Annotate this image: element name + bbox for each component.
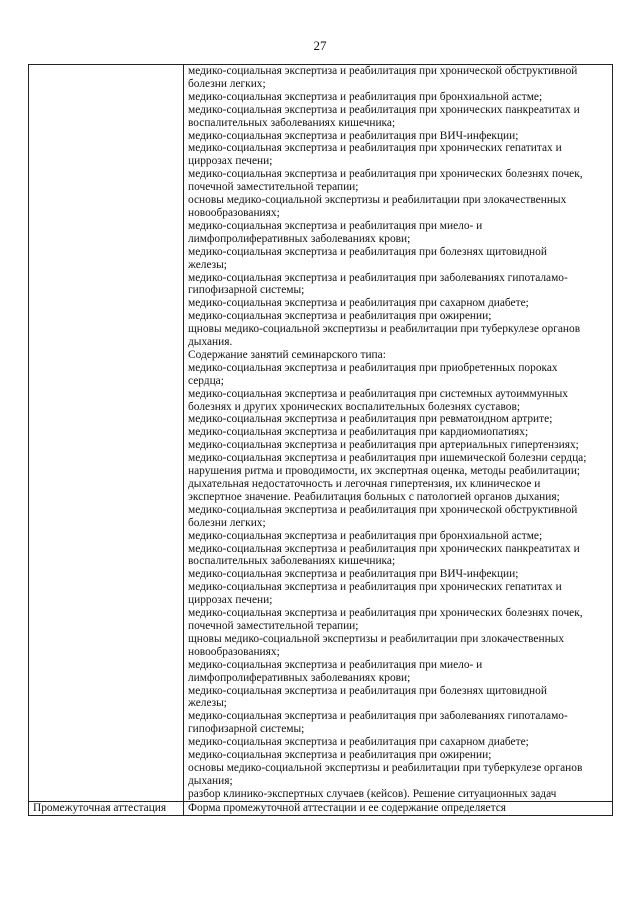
content-line: медико-социальная экспертиза и реабилитация при ВИЧ-инфекции; bbox=[188, 568, 519, 581]
content-line: медико-социальная экспертиза и реабилитация при хронической обструктивной bbox=[188, 503, 578, 516]
content-line: медико-социальная экспертиза и реабилитация при кардиомиопатиях; bbox=[188, 426, 529, 439]
content-line: медико-социальная экспертиза и реабилитация при заболеваниях гипоталамо- bbox=[188, 271, 568, 284]
content-line: медико-социальная экспертиза и реабилитация при болезнях щитовидной bbox=[188, 245, 547, 258]
content-line: медико-социальная экспертиза и реабилитация при хронических гепатитах и bbox=[188, 142, 562, 155]
content-line: воспалительных заболеваниях кишечника; bbox=[188, 555, 396, 568]
content-lines bbox=[188, 65, 610, 801]
content-line: экспертное значение. Реабилитация больных с патологией органов дыхания; bbox=[188, 490, 560, 503]
content-line: медико-социальная экспертиза и реабилитация при бронхиальной астме; bbox=[188, 529, 543, 542]
content-line: сердца; bbox=[188, 374, 224, 387]
content-line: новообразованиях; bbox=[188, 645, 280, 658]
content-line: болезни легких; bbox=[188, 77, 266, 90]
content-line: медико-социальная экспертиза и реабилитация при бронхиальной астме; bbox=[188, 90, 543, 103]
content-line: медико-социальная экспертиза и реабилитация при ишемической болезни сердца; bbox=[188, 452, 587, 465]
content-line: щновы медико-социальной экспертизы и реабилитации при злокачественных bbox=[188, 632, 565, 645]
content-line: лимфопролиферативных заболеваниях крови; bbox=[188, 671, 411, 684]
content-line: медико-социальная экспертиза и реабилитация при хронической обструктивной bbox=[188, 65, 578, 77]
content-line: медико-социальная экспертиза и реабилитация при системных аутоиммунных bbox=[188, 387, 568, 400]
table-row bbox=[29, 801, 613, 815]
content-line: медико-социальная экспертиза и реабилитация при ожирении; bbox=[188, 749, 492, 762]
content-line: медико-социальная экспертиза и реабилитация при хронических болезнях почек, bbox=[188, 607, 583, 620]
content-line: воспалительных заболеваниях кишечника; bbox=[188, 116, 396, 129]
content-line: почечной заместительной терапии; bbox=[188, 181, 359, 194]
content-line: медико-социальная экспертиза и реабилитация при сахарном диабете; bbox=[188, 297, 529, 310]
content-line: дыхательная недостаточность и легочная гипертензия, их клиническое и bbox=[188, 478, 541, 490]
content-line: медико-социальная экспертиза и реабилитация при хронических болезнях почек, bbox=[188, 168, 583, 181]
content-line: медико-социальная экспертиза и реабилитация при ВИЧ-инфекции; bbox=[188, 129, 519, 142]
attestation-label: Промежуточная аттестация bbox=[29, 801, 184, 815]
content-line: разбор клинико-экспертных случаев (кейсов). Решение ситуационных задач bbox=[188, 787, 557, 800]
content-line: основы медико-социальной экспертизы и реабилитации при туберкулезе органов bbox=[188, 761, 583, 774]
content-line: дыхания; bbox=[188, 774, 233, 787]
content-line: медико-социальная экспертиза и реабилитация при ревматоидном артрите; bbox=[188, 413, 553, 426]
content-line: медико-социальная экспертиза и реабилитация при приобретенных пороках bbox=[188, 361, 558, 374]
content-line: лимфопролиферативных заболеваниях крови; bbox=[188, 232, 411, 245]
section-label-cell bbox=[29, 65, 184, 802]
content-line: медико-социальная экспертиза и реабилитация при хронических панкреатитах и bbox=[188, 103, 580, 116]
content-line: железы; bbox=[188, 697, 227, 710]
content-line: нарушения ритма и проводимости, их экспертная оценка, методы реабилитации; bbox=[188, 465, 581, 478]
page-number: 27 bbox=[313, 38, 327, 53]
content-line: медико-социальная экспертиза и реабилитация при сахарном диабете; bbox=[188, 736, 529, 749]
content-line: щновы медико-социальной экспертизы и реабилитации при туберкулезе органов bbox=[188, 323, 581, 336]
content-line: дыхания. bbox=[188, 336, 233, 349]
content-line: медико-социальная экспертиза и реабилитация при миело- и bbox=[188, 658, 483, 671]
content-line: медико-социальная экспертиза и реабилитация при артериальных гипертензиях; bbox=[188, 439, 579, 452]
section-content-cell bbox=[184, 65, 613, 802]
table-row bbox=[29, 65, 613, 802]
content-line: медико-социальная экспертиза и реабилитация при хронических панкреатитах и bbox=[188, 542, 580, 555]
content-line: Содержание занятий семинарского типа: bbox=[188, 348, 386, 361]
content-line: медико-социальная экспертиза и реабилитация при ожирении; bbox=[188, 310, 492, 323]
content-line: гипофизарной системы; bbox=[188, 284, 305, 297]
content-line: болезни легких; bbox=[188, 516, 266, 529]
content-line: основы медико-социальной экспертизы и реабилитации при злокачественных bbox=[188, 194, 567, 207]
attestation-text: Форма промежуточной аттестации и ее содержание определяется bbox=[184, 801, 613, 815]
content-line: циррозах печени; bbox=[188, 155, 273, 168]
content-line: медико-социальная экспертиза и реабилитация при миело- и bbox=[188, 219, 483, 232]
content-line: циррозах печени; bbox=[188, 594, 273, 607]
content-line: почечной заместительной терапии; bbox=[188, 619, 359, 632]
content-line: гипофизарной системы; bbox=[188, 723, 305, 736]
content-line: медико-социальная экспертиза и реабилитация при хронических гепатитах и bbox=[188, 581, 562, 594]
content-line: медико-социальная экспертиза и реабилитация при болезнях щитовидной bbox=[188, 684, 547, 697]
content-line: болезнях и других хронических воспалительных болезнях суставов; bbox=[188, 400, 520, 413]
discipline-content-table bbox=[28, 64, 613, 816]
content-line: медико-социальная экспертиза и реабилитация при заболеваниях гипоталамо- bbox=[188, 710, 568, 723]
content-line: новообразованиях; bbox=[188, 206, 280, 219]
content-line: железы; bbox=[188, 258, 227, 271]
